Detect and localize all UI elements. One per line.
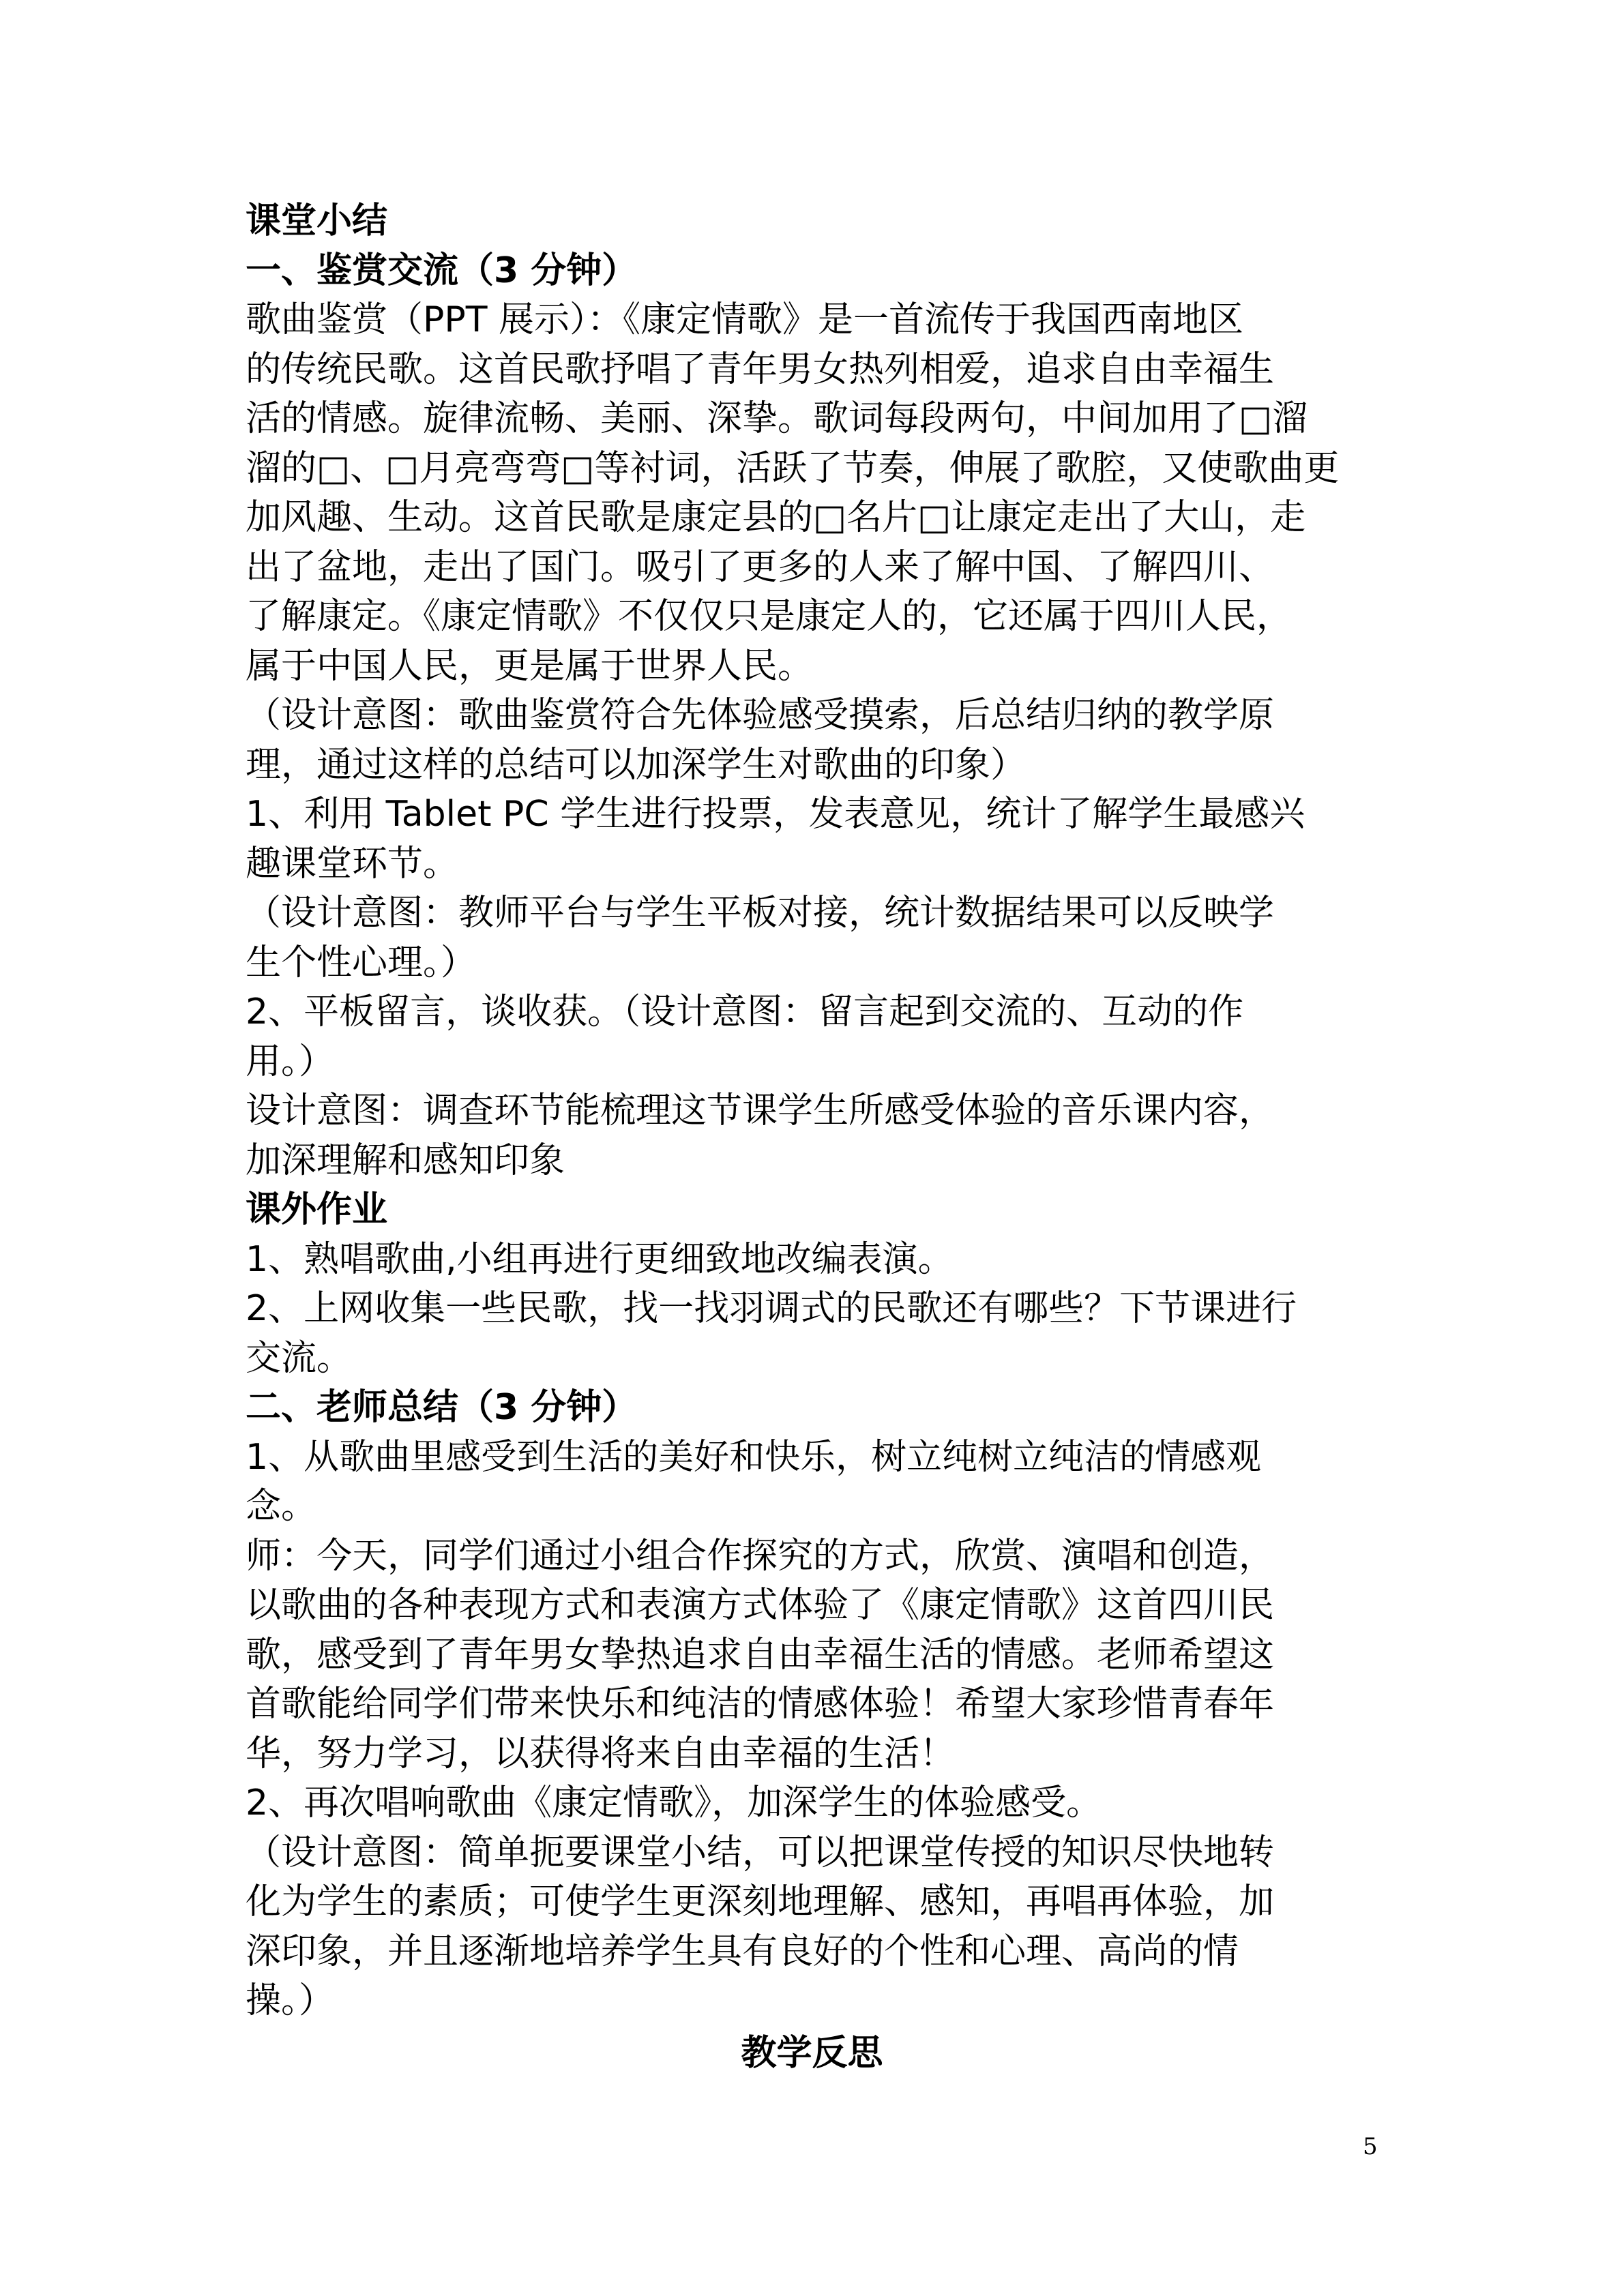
text-line: 以歌曲的各种表现方式和表演方式体验了《康定情歌》这首四川民	[246, 1585, 1275, 1626]
text-line: 歌曲鉴赏（PPT 展示）：《康定情歌》是一首流传于我国西南地区	[246, 299, 1244, 340]
text-line: 用。）	[246, 1041, 335, 1082]
text-line: （设计意图：教师平台与学生平板对接，统计数据结果可以反映学	[246, 893, 1275, 934]
text-line: 了解康定。《康定情歌》不仅仅只是康定人的，它还属于四川人民，	[246, 596, 1293, 637]
text-line: 理，通过这样的总结可以加深学生对歌曲的印象）	[246, 744, 1027, 786]
section-heading: 一、鉴赏交流（3 分钟）	[246, 250, 638, 291]
text-line: 化为学生的素质；可使学生更深刻地理解、感知，再唱再体验，加	[246, 1881, 1275, 1922]
text-line: 属于中国人民，更是属于世界人民。	[246, 645, 814, 687]
section-heading: 课堂小结	[246, 200, 388, 241]
text-line: 师：今天，同学们通过小组合作探究的方式，欣赏、演唱和创造，	[246, 1535, 1275, 1577]
text-line: 的传统民歌。这首民歌抒唱了青年男女热列相爱，追求自由幸福生	[246, 348, 1275, 390]
text-line: 2、上网收集一些民歌，找一找羽调式的民歌还有哪些？下节课进行	[246, 1288, 1297, 1329]
text-line: （设计意图：歌曲鉴赏符合先体验感受摸索，后总结归纳的教学原	[246, 695, 1275, 736]
text-line: 设计意图：调查环节能梳理这节课学生所感受体验的音乐课内容，	[246, 1090, 1275, 1131]
text-line: 出了盆地，走出了国门。吸引了更多的人来了解中国、了解四川、	[246, 546, 1275, 588]
text-line: 首歌能给同学们带来快乐和纯洁的情感体验！希望大家珍惜青春年	[246, 1684, 1275, 1725]
text-line: 生个性心理。）	[246, 942, 477, 983]
text-line: 加风趣、生动。这首民歌是康定县的□名片□让康定走出了大山，走	[246, 497, 1306, 538]
document-body	[246, 196, 1378, 2026]
text-line: 2、平板留言，谈收获。（设计意图：留言起到交流的、互动的作	[246, 992, 1244, 1032]
page-number: 5	[1363, 2133, 1378, 2160]
text-line: 2、再次唱响歌曲《康定情歌》，加深学生的体验感受。	[246, 1783, 1102, 1823]
text-line: 歌，感受到了青年男女挚热追求自由幸福生活的情感。老师希望这	[246, 1634, 1275, 1675]
text-line: 1、从歌曲里感受到生活的美好和快乐，树立纯树立纯洁的情感观	[246, 1436, 1262, 1478]
text-line: 加深理解和感知印象	[246, 1139, 565, 1181]
section-heading: 课外作业	[246, 1189, 388, 1230]
text-line: 交流。	[246, 1337, 353, 1379]
text-line: 1、利用 Tablet PC 学生进行投票，发表意见，统计了解学生最感兴	[246, 794, 1305, 835]
text-line: 华，努力学习，以获得将来自由幸福的生活！	[246, 1733, 956, 1774]
text-line: 趣课堂环节。	[246, 843, 459, 884]
section-heading: 二、老师总结（3 分钟）	[246, 1387, 638, 1428]
text-line: 操。）	[246, 1980, 335, 2021]
text-line: （设计意图：简单扼要课堂小结，可以把课堂传授的知识尽快地转	[246, 1832, 1275, 1873]
text-line: 活的情感。旋律流畅、美丽、深挚。歌词每段两句，中间加用了□溜	[246, 398, 1308, 439]
section-heading-teaching-reflection: 教学反思	[741, 2033, 883, 2074]
text-line: 深印象，并且逐渐地培养学生具有良好的个性和心理、高尚的情	[246, 1930, 1239, 1972]
text-line: 1、熟唱歌曲,小组再进行更细致地改编表演。	[246, 1238, 954, 1280]
text-line: 溜的□、□月亮弯弯□等衬词，活跃了节奏，伸展了歌腔，又使歌曲更	[246, 447, 1340, 489]
text-line: 念。	[246, 1486, 317, 1527]
